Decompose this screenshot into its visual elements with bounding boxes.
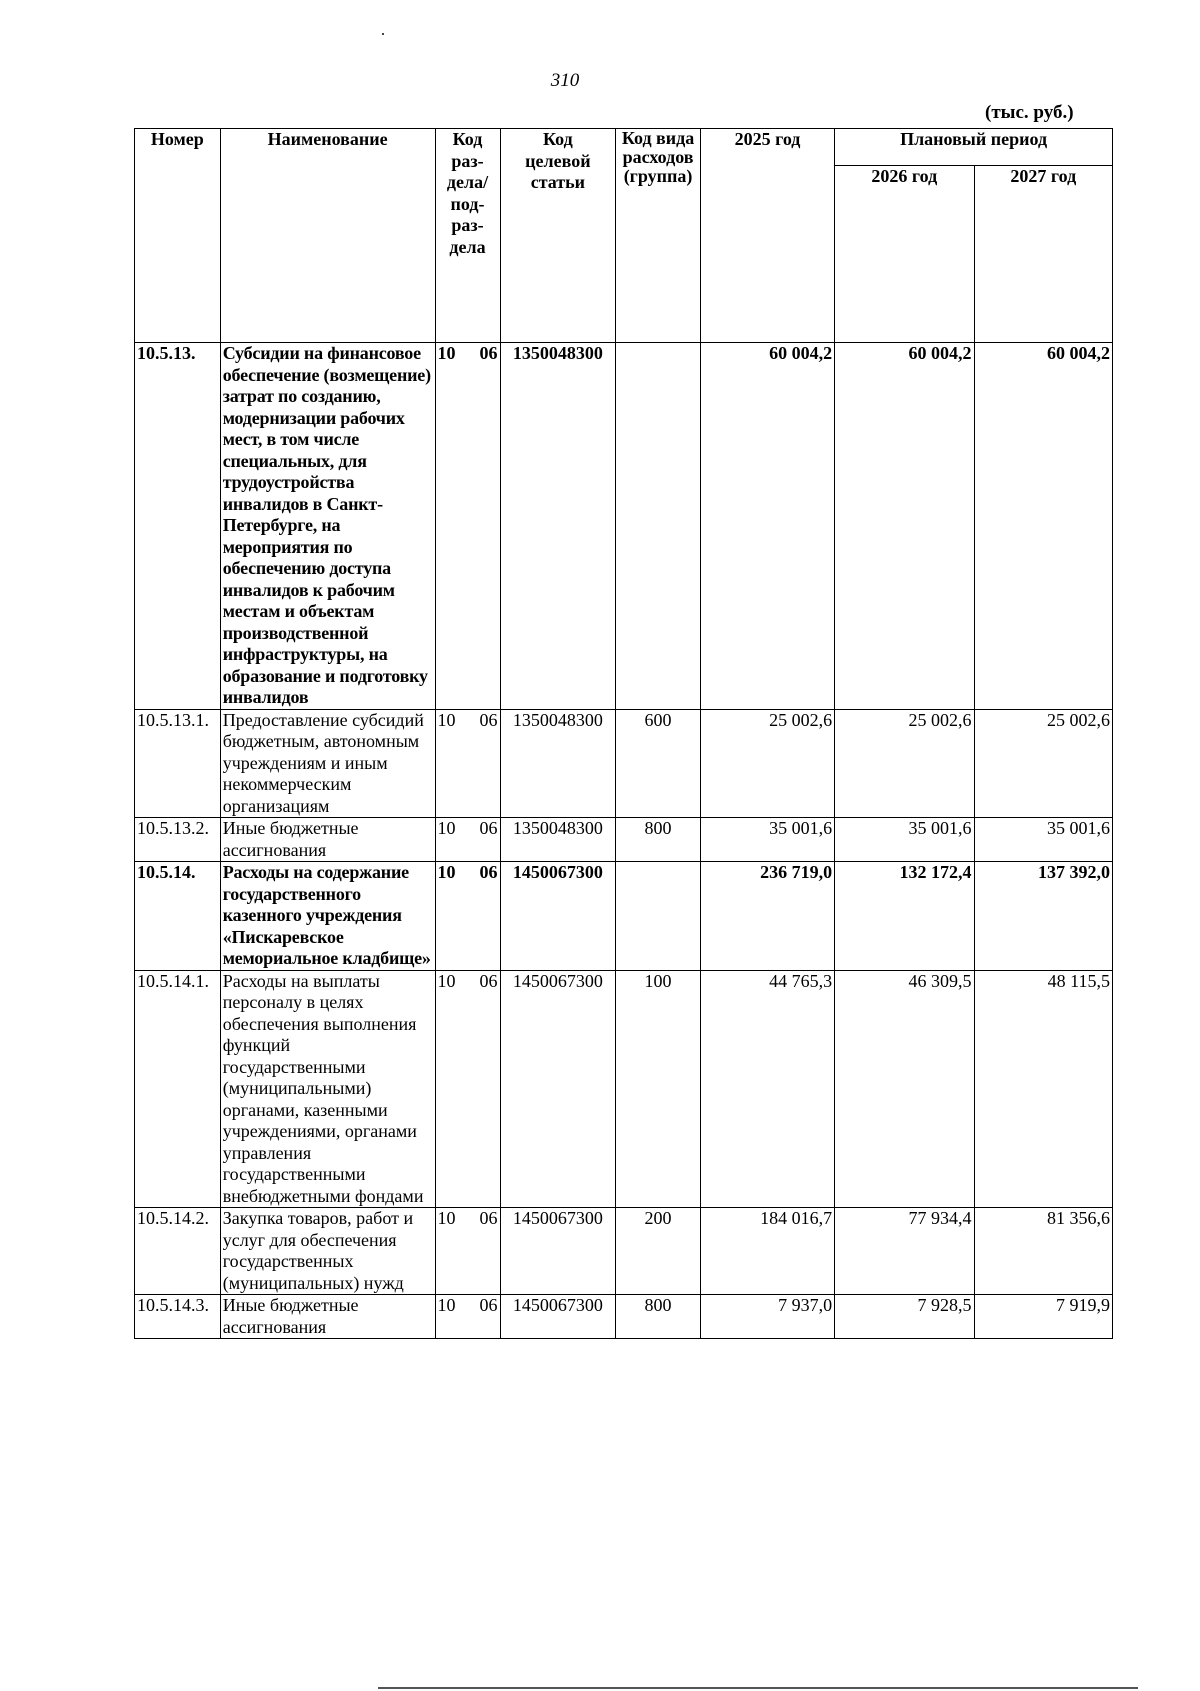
row-section-code — [435, 818, 500, 862]
row-amount-2027: 25 002,6 — [974, 709, 1112, 818]
row-number: 10.5.14.3. — [135, 1295, 221, 1339]
row-name: Расходы на содержание государственного казенного учреждения «Пискаревское мемориальное кладбище» — [220, 862, 435, 971]
row-amount-2026: 60 004,2 — [835, 343, 974, 710]
table-body — [135, 343, 1113, 1339]
row-name: Расходы на выплаты персоналу в целях обеспечения выполнения функций государственными (муниципальными) органами, казенными учреждениями, органами управления государственными внебюджетными фондами — [220, 970, 435, 1208]
subsection-code: 06 — [479, 1295, 498, 1315]
row-amount-2025: 35 001,6 — [700, 818, 834, 862]
header-2027: 2027 год — [974, 166, 1112, 343]
table-row — [135, 862, 1113, 971]
row-name: Иные бюджетные ассигнования — [220, 818, 435, 862]
row-amount-2025: 44 765,3 — [700, 970, 834, 1208]
row-number: 10.5.14.1. — [135, 970, 221, 1208]
section-code: 10 — [437, 1295, 456, 1315]
row-name: Субсидии на финансовое обеспечение (возмещение) затрат по созданию, модернизации рабочих мест, в том числе специальных, для трудоустройства инвалидов в Санкт-Петербурге, на мероприятия по обеспечению доступа инвалидов к рабочим местам и объектам производственной инфраструктуры, на образование и подготовку инвалидов — [220, 343, 435, 710]
row-amount-2026: 35 001,6 — [835, 818, 974, 862]
row-amount-2026: 25 002,6 — [835, 709, 974, 818]
table-row — [135, 343, 1113, 710]
header-2026: 2026 год — [835, 166, 974, 343]
row-amount-2027: 81 356,6 — [974, 1208, 1112, 1295]
row-amount-2026: 77 934,4 — [835, 1208, 974, 1295]
row-amount-2027: 48 115,5 — [974, 970, 1112, 1208]
row-amount-2025: 7 937,0 — [700, 1295, 834, 1339]
row-number: 10.5.14.2. — [135, 1208, 221, 1295]
row-section-code — [435, 343, 500, 710]
row-name: Предоставление субсидий бюджетным, автономным учреждениям и иным некоммерческим организациям — [220, 709, 435, 818]
section-code: 10 — [437, 1208, 456, 1228]
header-expense-kind: Код вида расходов (группа) — [616, 129, 701, 343]
row-section-code — [435, 862, 500, 971]
table-header — [135, 129, 1113, 343]
table-row — [135, 818, 1113, 862]
row-target-code: 1450067300 — [500, 1208, 616, 1295]
row-target-code: 1450067300 — [500, 1295, 616, 1339]
row-section-code — [435, 970, 500, 1208]
row-number: 10.5.14. — [135, 862, 221, 971]
row-number: 10.5.13.1. — [135, 709, 221, 818]
header-name: Наименование — [220, 129, 435, 343]
row-section-code — [435, 709, 500, 818]
row-amount-2027: 137 392,0 — [974, 862, 1112, 971]
scan-artifact-dot — [382, 33, 384, 35]
row-target-code: 1350048300 — [500, 343, 616, 710]
section-code: 10 — [437, 818, 456, 838]
section-code: 10 — [437, 343, 456, 363]
page-number: 310 — [550, 70, 580, 91]
row-amount-2025: 60 004,2 — [700, 343, 834, 710]
row-number: 10.5.13. — [135, 343, 221, 710]
header-planned-period: Плановый период — [835, 129, 1113, 166]
row-name: Закупка товаров, работ и услуг для обеспечения государственных (муниципальных) нужд — [220, 1208, 435, 1295]
row-amount-2027: 60 004,2 — [974, 343, 1112, 710]
row-amount-2026: 132 172,4 — [835, 862, 974, 971]
table-row — [135, 970, 1113, 1208]
row-amount-2025: 25 002,6 — [700, 709, 834, 818]
header-2025: 2025 год — [700, 129, 834, 343]
row-target-code: 1350048300 — [500, 818, 616, 862]
section-code: 10 — [437, 862, 456, 882]
header-target-code: Код целевой статьи — [500, 129, 616, 343]
row-target-code: 1450067300 — [500, 862, 616, 971]
budget-table — [134, 128, 1113, 1339]
subsection-code: 06 — [479, 709, 498, 730]
row-expense-kind: 800 — [616, 1295, 701, 1339]
row-target-code: 1450067300 — [500, 970, 616, 1208]
subsection-code: 06 — [479, 1208, 498, 1228]
header-number: Номер — [135, 129, 221, 343]
header-section-code: Код раз- дела/ под- раз- дела — [435, 129, 500, 343]
row-section-code — [435, 1295, 500, 1339]
row-amount-2026: 7 928,5 — [835, 1295, 974, 1339]
row-amount-2026: 46 309,5 — [835, 970, 974, 1208]
subsection-code: 06 — [479, 970, 498, 991]
row-amount-2027: 35 001,6 — [974, 818, 1112, 862]
scan-bottom-edge — [378, 1687, 1138, 1689]
row-expense-kind: 100 — [616, 970, 701, 1208]
subsection-code: 06 — [479, 862, 498, 882]
table-row — [135, 1208, 1113, 1295]
subsection-code: 06 — [479, 343, 498, 363]
row-expense-kind — [616, 862, 701, 971]
row-amount-2027: 7 919,9 — [974, 1295, 1112, 1339]
row-amount-2025: 236 719,0 — [700, 862, 834, 971]
row-expense-kind — [616, 343, 701, 710]
row-expense-kind: 600 — [616, 709, 701, 818]
row-amount-2025: 184 016,7 — [700, 1208, 834, 1295]
row-target-code: 1350048300 — [500, 709, 616, 818]
section-code: 10 — [437, 709, 456, 730]
row-name: Иные бюджетные ассигнования — [220, 1295, 435, 1339]
row-expense-kind: 800 — [616, 818, 701, 862]
row-expense-kind: 200 — [616, 1208, 701, 1295]
subsection-code: 06 — [479, 818, 498, 838]
section-code: 10 — [437, 970, 456, 991]
units-label: (тыс. руб.) — [985, 102, 1074, 123]
table-row — [135, 709, 1113, 818]
table-row — [135, 1295, 1113, 1339]
row-section-code — [435, 1208, 500, 1295]
row-number: 10.5.13.2. — [135, 818, 221, 862]
